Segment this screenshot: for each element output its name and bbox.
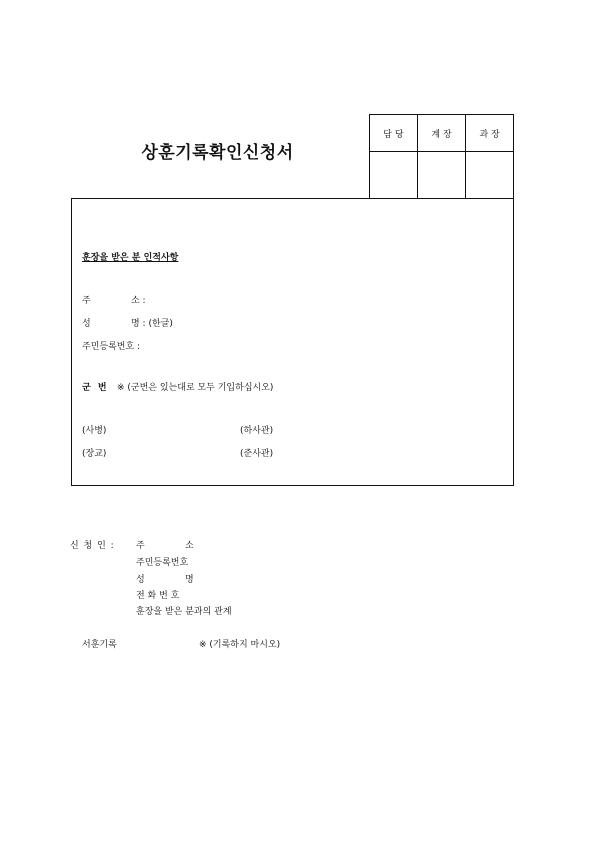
records-note: ※ (기록하지 마시오) bbox=[199, 640, 281, 650]
approval-header-staff: 담 당 bbox=[370, 115, 417, 152]
honoree-rrn-label: 주민등록번호 : bbox=[82, 342, 141, 352]
applicant-relation-field[interactable] bbox=[255, 601, 505, 615]
approval-table bbox=[370, 115, 513, 198]
service-number-label: 군 번 bbox=[82, 383, 109, 393]
applicant-name-label-2: 명 bbox=[185, 575, 194, 585]
rank-soldier-field[interactable] bbox=[112, 420, 232, 434]
honoree-section-heading: 훈장을 받은 분 인적사항 bbox=[82, 253, 179, 263]
records-label: 서훈기록 bbox=[82, 640, 117, 650]
form-title: 상훈기록확인신청서 bbox=[141, 143, 294, 163]
honoree-address-label-2: 소 : bbox=[131, 296, 146, 306]
applicant-name-label: 성 bbox=[136, 575, 145, 585]
approval-sign-director[interactable] bbox=[466, 152, 513, 199]
applicant-label: 신 청 인 : bbox=[70, 541, 115, 551]
honoree-address-label: 주 bbox=[82, 296, 91, 306]
rank-nco-label: (하사관) bbox=[240, 426, 274, 436]
rank-nco-field[interactable] bbox=[280, 420, 500, 434]
approval-box bbox=[369, 114, 514, 199]
rank-officer-field[interactable] bbox=[112, 443, 232, 457]
applicant-rrn-label: 주민등록번호 bbox=[136, 558, 189, 568]
approval-header-director: 과 장 bbox=[466, 115, 513, 152]
approval-sign-staff[interactable] bbox=[370, 152, 417, 199]
rank-warrant-label: (준사관) bbox=[240, 449, 274, 459]
rank-warrant-field[interactable] bbox=[280, 443, 500, 457]
applicant-address-label: 주 bbox=[136, 541, 145, 551]
honoree-name-field[interactable] bbox=[186, 313, 500, 327]
applicant-address-field[interactable] bbox=[205, 535, 505, 549]
applicant-phone-field[interactable] bbox=[205, 585, 505, 599]
applicant-address-label-2: 소 bbox=[185, 541, 194, 551]
service-number-note: ※ (군번은 있는대로 모두 기입하십시오) bbox=[117, 383, 274, 393]
approval-header-chief: 계 장 bbox=[417, 115, 465, 152]
rank-soldier-label: (사병) bbox=[82, 426, 107, 436]
honoree-name-label-2: 명 : (한글) bbox=[131, 319, 173, 329]
applicant-name-field[interactable] bbox=[205, 569, 505, 583]
honoree-rrn-field[interactable] bbox=[156, 336, 500, 350]
honoree-address-field[interactable] bbox=[160, 290, 500, 304]
applicant-rrn-field[interactable] bbox=[205, 552, 505, 566]
rank-officer-label: (장교) bbox=[82, 449, 107, 459]
approval-sign-chief[interactable] bbox=[417, 152, 465, 199]
applicant-relation-label: 훈장을 받은 분과의 관계 bbox=[136, 607, 232, 617]
honoree-name-label: 성 bbox=[82, 319, 91, 329]
applicant-phone-label: 전 화 번 호 bbox=[136, 591, 180, 601]
